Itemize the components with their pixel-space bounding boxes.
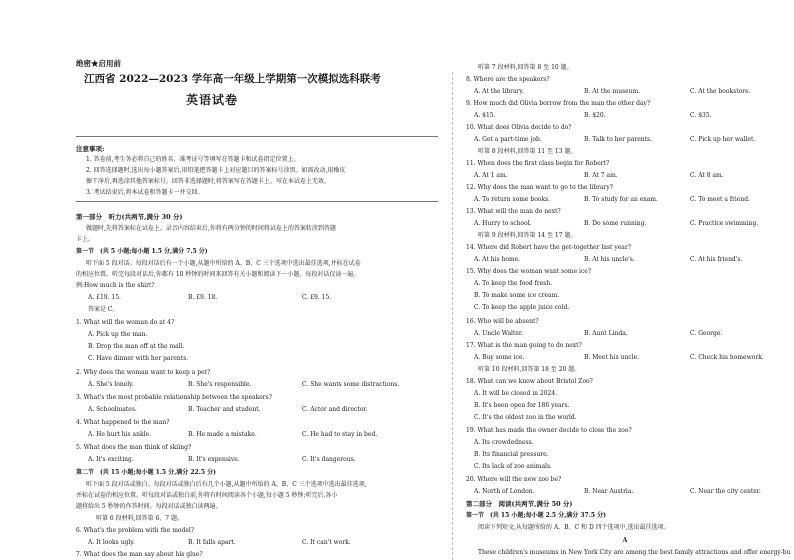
section1-title: 第一节 (共 5 小题;每小题 1.5 分,满分 7.5 分) [76, 248, 208, 255]
question-stem: 14. Where did Robert have the get-together last year? [466, 244, 631, 251]
option-c: C. It can't work. [302, 539, 351, 546]
option-c: C. Actor and director. [302, 406, 368, 413]
option-a: A. Pick up the man. [88, 331, 148, 338]
notes-title: 注意事项: [76, 145, 105, 153]
option-b: B. Talk to her parents. [584, 136, 653, 143]
option-c: C. Near the city center. [690, 488, 761, 495]
section2-instruction: 听下面 5 段对话或独白。每段对话或独白后有几个小题,从题中所给的 A、B、C 三个选项中选出最佳选项, [86, 481, 367, 488]
question-stem: 2. Why does the woman want to keep a pet? [76, 369, 211, 376]
option-c: C. £9. 15. [302, 294, 332, 301]
passage-text: These children's museums in New York City are among the best family attractions and offer energy-bu [478, 549, 791, 556]
option-b: B. To make some ice cream. [474, 292, 560, 299]
option-a: A. North of London. [474, 488, 535, 495]
option-c: C. At his friend's. [690, 256, 743, 263]
option-a: A. It will be closed in 2024. [474, 390, 558, 397]
option-c: C. At 8 am. [690, 172, 724, 179]
option-c: C. Have dinner with her parents. [88, 355, 189, 362]
option-b: B. It's expensive. [188, 456, 240, 463]
option-a: A. It's exciting. [88, 456, 134, 463]
option-a: A. To return some books. [474, 196, 551, 203]
part1-title: 第一部分 听力(共两节,满分 30 分) [76, 213, 183, 221]
option-b: B. Do some running. [584, 220, 647, 227]
option-b: B. Near Austria. [584, 488, 634, 495]
option-c: C. $35. [690, 112, 712, 119]
material-note: 听第 10 段材料,回答第 18 至 20 题。 [478, 366, 581, 373]
note-line: 3. 考试结束后,将本试卷和答题卡一并交回。 [86, 189, 204, 196]
note-line: 擦干净后,再选涂其他答案标号。回答非选择题时,将答案写在答题卡上。写在本试卷上无效。 [86, 178, 330, 185]
confidential-mark: 绝密★启用前 [76, 59, 121, 68]
column-divider [452, 72, 453, 560]
question-stem: 5. What does the man think of skiing? [76, 444, 192, 451]
option-a: A. At 1 am. [474, 172, 508, 179]
example-answer: 答案是 C。 [88, 306, 119, 313]
option-a: A. Schoolmates. [88, 406, 137, 413]
part2-title: 第二部分 阅读(共两节,满分 50 分) [466, 500, 573, 508]
material-note: 听第 6 段材料,回答第 6、7 题。 [96, 515, 183, 522]
section2-title: 第二节 (共 15 小题;每小题 1.5 分,满分 22.5 分) [76, 469, 216, 476]
question-stem: 6. What's the problem with the model? [76, 527, 195, 534]
option-a: A. To keep the food fresh. [474, 280, 553, 287]
question-stem: 9. How much did Olivia borrow from the man the other day? [466, 100, 651, 107]
question-stem: 3. What's the most probable relationship between the speakers? [76, 394, 272, 401]
option-a: A. At his home. [474, 256, 521, 263]
option-c: C. Pick up her wallet. [690, 136, 756, 143]
notes-top-rule [76, 136, 438, 137]
option-b: B. At the museum. [584, 88, 641, 95]
section1-instruction: 听下面 5 段对话。每段对话后有一个小题,从题中所给的 A、B、C 三个选项中选出最佳选项,并标在试卷 [86, 260, 361, 267]
left-column [76, 0, 438, 560]
question-stem: 16. Who will be absent? [466, 318, 539, 325]
part1-intro: 做题时,先将答案标在试卷上。录音内容结束后,你将有两分钟的时间将试卷上的答案转涂到答题 [86, 225, 336, 232]
question-stem: 18. What can we know about Bristol Zoo? [466, 378, 593, 385]
option-c: C. Check his homework. [690, 354, 764, 361]
option-c: C. George. [690, 330, 723, 337]
option-a: A. It looks ugly. [88, 539, 135, 546]
section1-instruction: 的相应位置。听完每段对话后,你都有 10 秒钟的时间来回答有关小题和阅读下一小题。每段对话仅读一遍。 [76, 271, 360, 278]
option-a: A. He hurt his ankle. [88, 431, 151, 438]
option-b: B. It's been open for 186 years. [474, 402, 570, 409]
option-b: B. $20. [584, 112, 606, 119]
part2-section-title: 第一节 (共 15 小题;每小题 2.5 分,满分 37.5 分) [466, 512, 606, 519]
question-stem: 11. When does the first class begin for Robert? [466, 160, 610, 167]
question-stem: 8. Where are the speakers? [466, 76, 550, 83]
option-b: B. Drop the man off at the mall. [88, 343, 185, 350]
option-b: B. To study for an exam. [584, 196, 658, 203]
option-a: A. Get a part-time job. [474, 136, 542, 143]
passage-label: A [622, 537, 628, 544]
option-b: B. Aunt Linda. [584, 330, 628, 337]
option-b: B. At his uncle's. [584, 256, 635, 263]
option-a: A. £19. 15. [88, 294, 121, 301]
option-b: B. Meet his uncle. [584, 354, 640, 361]
question-stem: 1. What will the woman do at 4? [76, 319, 175, 326]
option-b: B. Teacher and student. [188, 406, 261, 413]
note-line: 2. 回答选择题时,选出每小题答案后,用铅笔把答题卡上对应题目的答案标号涂黑。如需改动,用橡皮 [86, 167, 346, 174]
option-c: C. At the bookstore. [690, 88, 751, 95]
question-stem: 4. What happened to the man? [76, 419, 170, 426]
option-b: B. Its financial pressure. [474, 451, 549, 458]
option-b: B. He made a mistake. [188, 431, 257, 438]
option-a: A. Uncle Walter. [474, 330, 524, 337]
question-stem: 10. What does Olivia decide to do? [466, 124, 572, 131]
question-stem: 13. What will the man do next? [466, 208, 561, 215]
question-stem: 12. Why does the man want to go to the library? [466, 184, 613, 191]
option-c: C. She wants some distractions. [302, 381, 400, 388]
material-note: 听第 7 段材料,回答第 8 至 10 题。 [478, 64, 573, 71]
option-b: B. It falls apart. [188, 539, 236, 546]
option-a: A. She's lonely. [88, 381, 134, 388]
option-c: C. Practice swimming. [690, 220, 759, 227]
question-stem: 17. What is the man going to do next? [466, 342, 582, 349]
option-c: C. To meet a friend. [690, 196, 751, 203]
option-c: C. He had to stay in bed. [302, 431, 378, 438]
material-note: 听第 8 段材料,回答第 11 至 13 题。 [478, 148, 577, 155]
option-c: C. To keep the apple juice cold. [474, 304, 570, 311]
option-c: C. Its lack of zoo animals. [474, 463, 552, 470]
option-b: B. £9. 18. [188, 294, 218, 301]
question-stem: 15. Why does the woman want some ice? [466, 268, 592, 275]
example-question: 例:How much is the shirt? [76, 282, 155, 289]
part2-instruction: 阅读下列短文,从每题所给的 A、B、C 和 D 四个选项中,选出最佳选项。 [478, 524, 670, 531]
option-c: C. It's the oldest zoo in the world. [474, 414, 577, 421]
option-b: B. She's responsible. [188, 381, 252, 388]
option-a: A. $15. [474, 112, 496, 119]
material-note: 听第 9 段材料,回答第 14 至 17 题。 [478, 232, 577, 239]
option-a: A. Its crowdedness. [474, 439, 534, 446]
exam-title: 江西省 2022—2023 学年高一年级上学期第一次模拟选科联考 [84, 73, 381, 85]
section2-instruction: 题将给出 5 秒钟的作答时间。每段对话或独白读两遍。 [76, 503, 222, 510]
note-line: 1. 答卷前,考生务必将自己的姓名、准考证号等填写在答题卡和试卷指定位置上。 [86, 156, 300, 163]
right-column [466, 0, 791, 560]
part1-intro: 卡上。 [76, 236, 95, 243]
question-stem: 7. What does the man say about his glue? [76, 551, 203, 558]
question-stem: 20. Where will the new zoo be? [466, 476, 562, 483]
question-stem: 19. What has made the owner decide to close the zoo? [466, 427, 632, 434]
option-c: C. It's dangerous. [302, 456, 356, 463]
notes-bottom-rule [76, 201, 438, 202]
subject-title: 英语试卷 [186, 93, 239, 107]
option-a: A. Buy some ice. [474, 354, 525, 361]
option-a: A. Hurry to school. [474, 220, 532, 227]
option-b: B. At 7 am. [584, 172, 618, 179]
section2-instruction: 并标在试卷的相应位置。听每段对话或独白前,你将有时间阅读各个小题,每小题 5 秒钟;听完后,各小 [76, 492, 338, 499]
option-a: A. At the library. [474, 88, 524, 95]
